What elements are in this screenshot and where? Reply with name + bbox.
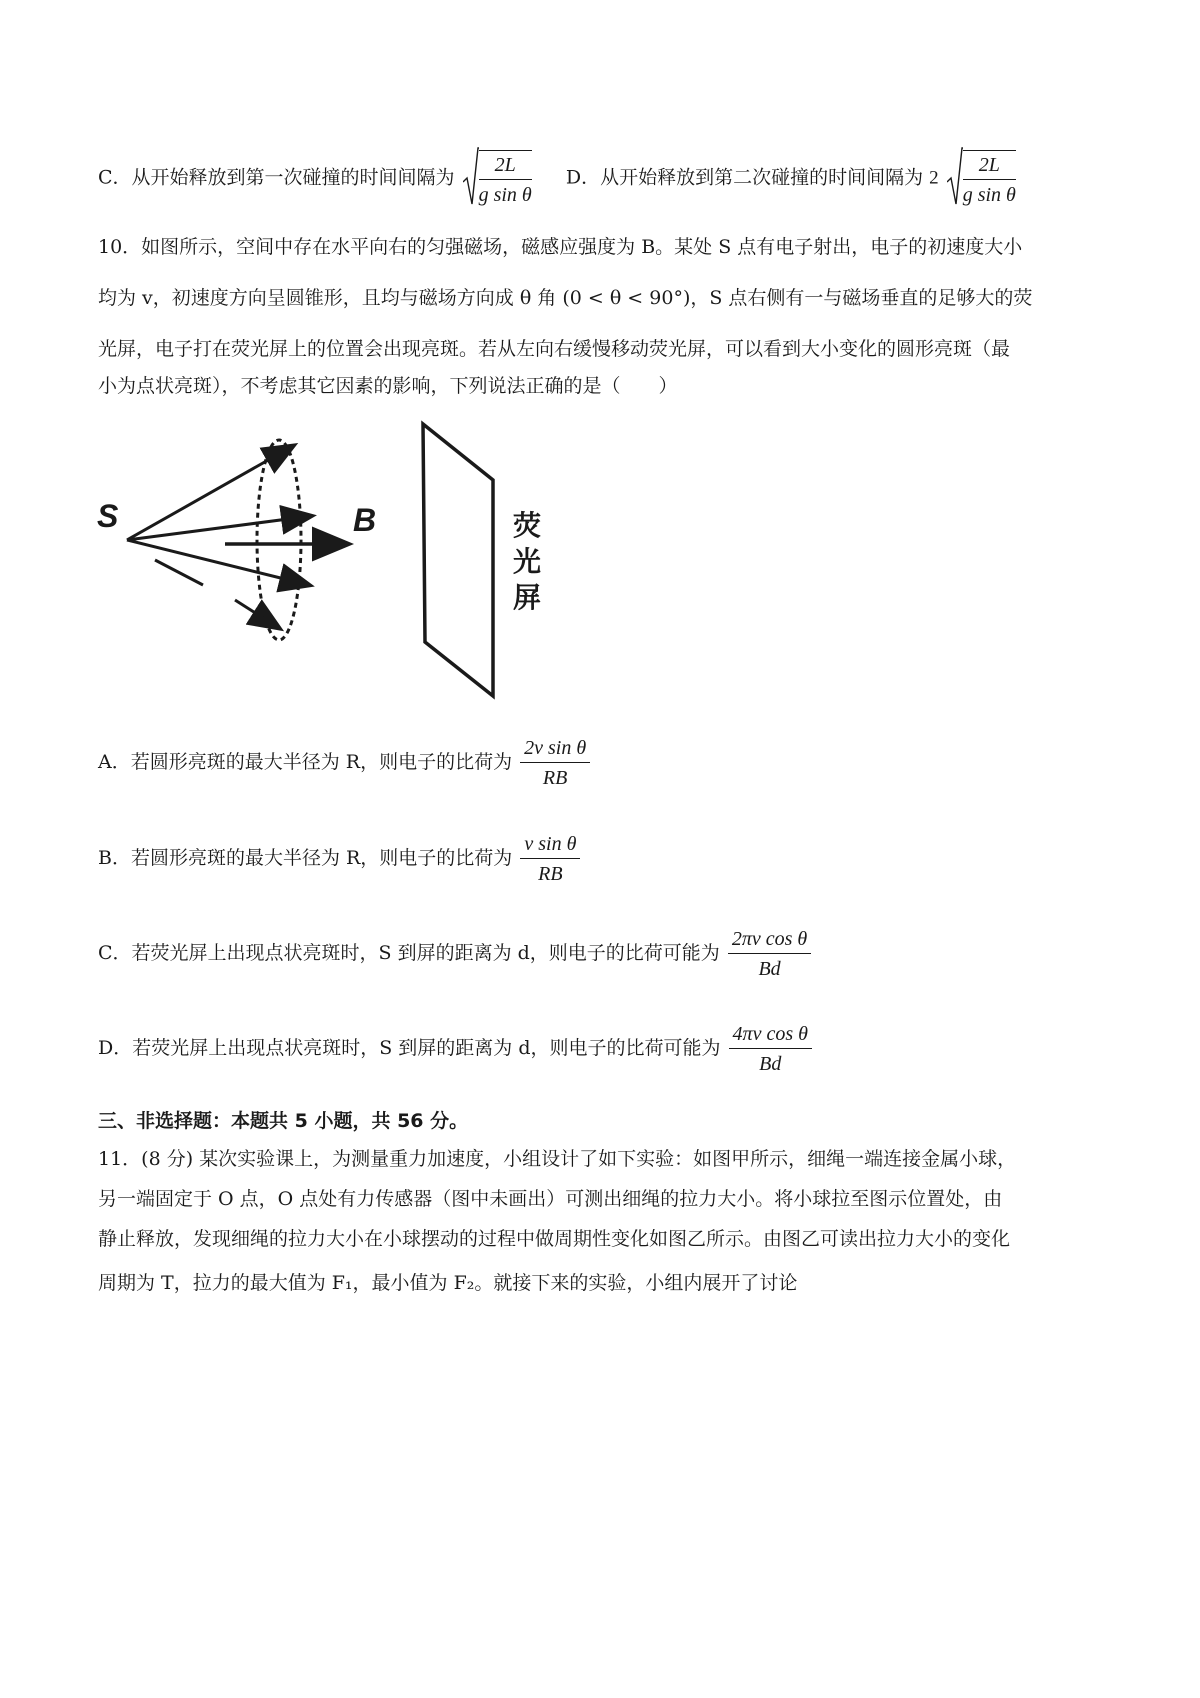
source-label-s: S xyxy=(97,498,119,534)
radical-sign-icon xyxy=(463,146,479,208)
field-label-b: B xyxy=(353,502,377,538)
q10-stem-line-3: 光屏，电子打在荧光屏上的位置会出现亮斑。若从左向右缓慢移动荧光屏，可以看到大小变化的圆形亮斑（最 xyxy=(98,338,1011,360)
q10-option-a xyxy=(98,736,592,790)
sqrt-expression xyxy=(463,150,532,207)
option-text: B．若圆形亮斑的最大半径为 R，则电子的比荷为 xyxy=(98,847,513,869)
q10-stem-line-1: 10．如图所示，空间中存在水平向右的匀强磁场，磁感应强度为 B。某处 S 点有电子射出，电子的初速度大小 xyxy=(98,236,1023,258)
option-text: A．若圆形亮斑的最大半径为 R，则电子的比荷为 xyxy=(98,751,513,773)
section-heading: 三、非选择题：本题共 5 小题，共 56 分。 xyxy=(98,1110,469,1132)
q11-stem-line-4: 周期为 T，拉力的最大值为 F₁，最小值为 F₂。就接下来的实验，小组内展开了讨论 xyxy=(98,1272,798,1294)
q11-stem-line-3: 静止释放，发现细绳的拉力大小在小球摆动的过程中做周期性变化如图乙所示。由图乙可读出拉力大小的变化 xyxy=(98,1228,1011,1250)
fraction xyxy=(728,927,811,981)
q9-option-c-text: C．从开始释放到第一次碰撞的时间间隔为 xyxy=(98,166,455,189)
option-text: C．若荧光屏上出现点状亮斑时，S 到屏的距离为 d，则电子的比荷可能为 xyxy=(98,942,720,964)
fraction-denominator: g sin θ xyxy=(478,184,532,206)
fraction-denominator: g sin θ xyxy=(962,184,1016,206)
q11-stem-line-1: 11．(8 分) 某次实验课上，为测量重力加速度，小组设计了如下实验：如图甲所示，细绳一端连接金属小球， xyxy=(98,1148,1017,1170)
q10-option-d xyxy=(98,1022,814,1076)
radical-sign-icon xyxy=(947,146,963,208)
q10-figure xyxy=(95,420,615,710)
fraction xyxy=(520,736,590,790)
fraction-numerator: 2L xyxy=(963,153,1016,180)
fraction-denominator: RB xyxy=(538,863,563,885)
q9-option-c xyxy=(98,150,1016,207)
fraction-denominator: RB xyxy=(542,767,568,789)
fraction-numerator: 2v sin θ xyxy=(520,736,590,763)
fraction-numerator: 2πv cos θ xyxy=(728,927,811,954)
coefficient: 2 xyxy=(929,167,939,189)
fraction-denominator: Bd xyxy=(758,958,781,980)
sqrt-expression xyxy=(947,150,1016,207)
q10-option-c xyxy=(98,927,813,981)
q9-option-d-text: D．从开始释放到第二次碰撞的时间间隔为 xyxy=(565,166,924,189)
fraction xyxy=(963,150,1016,207)
fraction-numerator: 4πv cos θ xyxy=(729,1022,812,1049)
q10-option-b xyxy=(98,832,582,886)
fraction xyxy=(520,832,580,886)
option-text: D．若荧光屏上出现点状亮斑时，S 到屏的距离为 d，则电子的比荷可能为 xyxy=(98,1037,721,1059)
fraction-numerator: v sin θ xyxy=(520,832,580,859)
fraction-numerator: 2L xyxy=(479,153,532,180)
fraction-denominator: Bd xyxy=(759,1053,782,1075)
fraction xyxy=(479,150,532,207)
q11-stem-line-2: 另一端固定于 O 点，O 点处有力传感器（图中未画出）可测出细绳的拉力大小。将小球拉至图示位置处，由 xyxy=(98,1188,1003,1210)
screen-label-char: 光 xyxy=(513,545,542,578)
screen-label-char: 屏 xyxy=(513,581,542,614)
q10-stem-line-2: 均为 v，初速度方向呈圆锥形，且均与磁场方向成 θ 角 (0 < θ < 90°)，S 点右侧有一与磁场垂直的足够大的荧 xyxy=(98,287,1033,309)
screen-label-char: 荧 xyxy=(513,509,542,542)
screen-label xyxy=(513,508,541,616)
q10-stem-line-4: 小为点状亮斑），不考虑其它因素的影响，下列说法正确的是（ ） xyxy=(98,375,678,397)
fraction xyxy=(729,1022,812,1076)
